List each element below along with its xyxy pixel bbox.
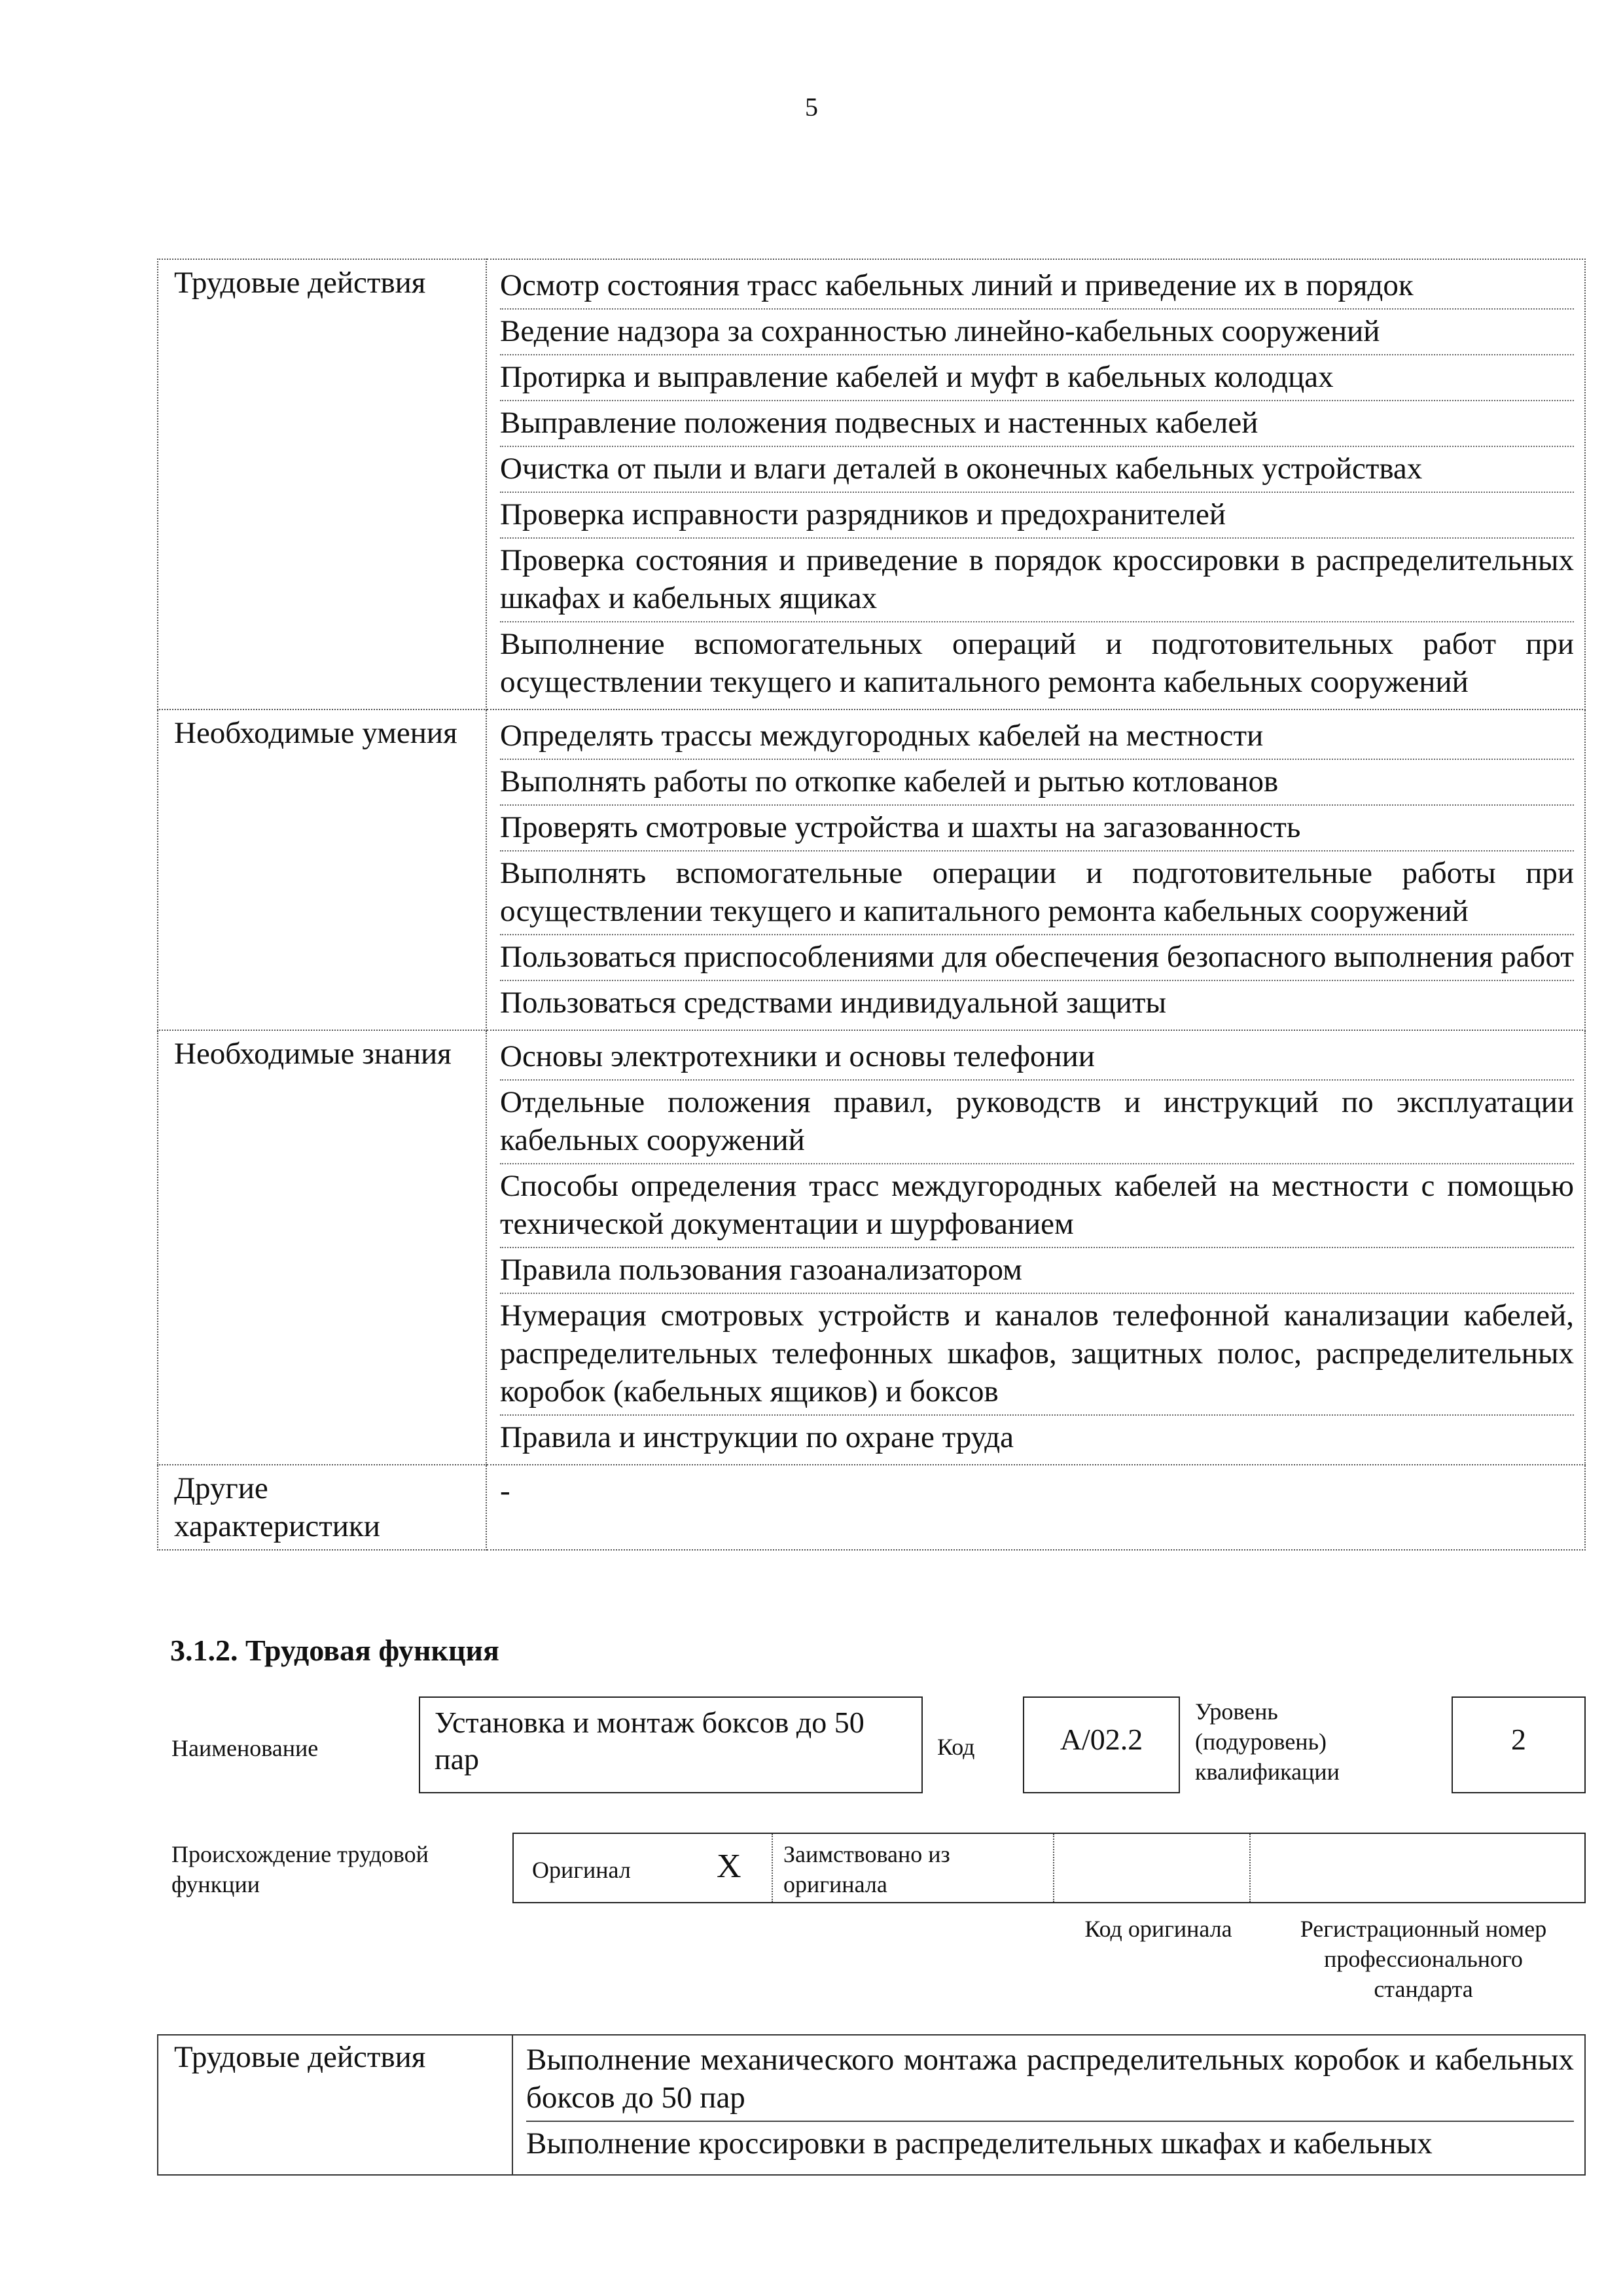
- table-row: [158, 1465, 1585, 1550]
- caption-reg-number: Регистрационный номер профессионального стандарта: [1300, 1916, 1547, 2002]
- list-item: Отдельные положения правил, руководств и инструкций по эксплуатации кабельных сооружений: [500, 1081, 1574, 1164]
- code-label: Код: [937, 1734, 975, 1760]
- origin-row: [512, 1833, 1586, 1903]
- category-other-characteristics: Другие характеристики: [158, 1465, 486, 1550]
- list-item: Способы определения трасс междугородных кабелей на местности с помощью технической документации и шурфованием: [500, 1164, 1574, 1248]
- origin-original-label: Оригинал: [532, 1857, 631, 1883]
- list-item: Проверка состояния и приведение в порядок кроссировки в распределительных шкафах и кабельных ящиках: [500, 539, 1574, 622]
- list-item: Правила пользования газоанализатором: [500, 1248, 1574, 1294]
- origin-mark: X: [717, 1848, 741, 1885]
- items-cell: [512, 2035, 1585, 2175]
- list-item: Правила и инструкции по охране труда: [500, 1420, 1014, 1454]
- list-item: Выправление положения подвесных и настенных кабелей: [500, 401, 1574, 447]
- items-cell: [486, 1465, 1585, 1550]
- list-item: Выполнение кроссировки в распределительных шкафах и кабельных: [526, 2126, 1433, 2161]
- list-item: Выполнять работы по откопке кабелей и рытью котлованов: [500, 760, 1574, 806]
- items-cell: [486, 1030, 1585, 1465]
- list-item: Ведение надзора за сохранностью линейно-кабельных сооружений: [500, 310, 1574, 355]
- list-item: Нумерация смотровых устройств и каналов телефонной канализации кабелей, распределительных телефонных шкафов, защитных полос, распределительных коробок (кабельных ящиков) и боксов: [500, 1294, 1574, 1416]
- competency-table-2: [157, 2034, 1586, 2176]
- list-item: Проверка исправности разрядников и предохранителей: [500, 493, 1574, 539]
- list-item: Выполнение механического монтажа распределительных коробок и кабельных боксов до 50 пар: [526, 2038, 1574, 2122]
- list-item: Основы электротехники и основы телефонии: [500, 1035, 1574, 1081]
- caption-code-original: Код оригинала: [1084, 1916, 1232, 1942]
- table-row: [158, 709, 1585, 1030]
- code-value-box: A/02.2: [1023, 1696, 1180, 1793]
- origin-label: Происхождение трудовой функции: [171, 1841, 429, 1897]
- competency-table: [157, 259, 1586, 1551]
- list-item: Выполнять вспомогательные операции и подготовительные работы при осуществлении текущего и капитального ремонта кабельных сооружений: [500, 852, 1574, 935]
- items-cell: [486, 709, 1585, 1030]
- list-item: Очистка от пыли и влаги деталей в оконечных кабельных устройствах: [500, 447, 1574, 493]
- table-row: [158, 1030, 1585, 1465]
- list-item: Проверять смотровые устройства и шахты на загазованность: [500, 806, 1574, 852]
- list-item: Осмотр состояния трасс кабельных линий и приведение их в порядок: [500, 264, 1574, 310]
- name-value-box: Установка и монтаж боксов до 50 пар: [419, 1696, 923, 1793]
- list-item: Выполнение вспомогательных операций и подготовительных работ при осуществлении текущего и капитального ремонта кабельных сооружений: [500, 627, 1574, 699]
- section-title: 3.1.2. Трудовая функция: [170, 1634, 499, 1667]
- list-item: -: [500, 1474, 510, 1508]
- category-labor-actions: Трудовые действия: [158, 2035, 512, 2175]
- level-label: Уровень (подуровень) квалификации: [1195, 1698, 1340, 1785]
- list-item: Пользоваться приспособлениями для обеспечения безопасного выполнения работ: [500, 935, 1574, 981]
- table-row: [158, 2035, 1585, 2175]
- category-required-knowledge: Необходимые знания: [158, 1030, 486, 1465]
- origin-borrowed-cell: [773, 1834, 1054, 1902]
- items-cell: [486, 259, 1585, 709]
- level-value-box: 2: [1452, 1696, 1586, 1793]
- origin-reg-number-cell: [1251, 1834, 1584, 1902]
- list-item: Пользоваться средствами индивидуальной защиты: [500, 986, 1167, 1020]
- list-item: Протирка и выправление кабелей и муфт в кабельных колодцах: [500, 355, 1574, 401]
- page-number: 5: [805, 92, 818, 122]
- origin-code-cell: [1054, 1834, 1251, 1902]
- origin-original-cell: [514, 1834, 773, 1902]
- name-label: Наименование: [171, 1735, 319, 1761]
- category-required-skills: Необходимые умения: [158, 709, 486, 1030]
- table-row: [158, 259, 1585, 709]
- category-labor-actions: Трудовые действия: [158, 259, 486, 709]
- list-item: Определять трассы междугородных кабелей на местности: [500, 714, 1574, 760]
- origin-borrowed-label: Заимствовано из оригинала: [783, 1841, 950, 1897]
